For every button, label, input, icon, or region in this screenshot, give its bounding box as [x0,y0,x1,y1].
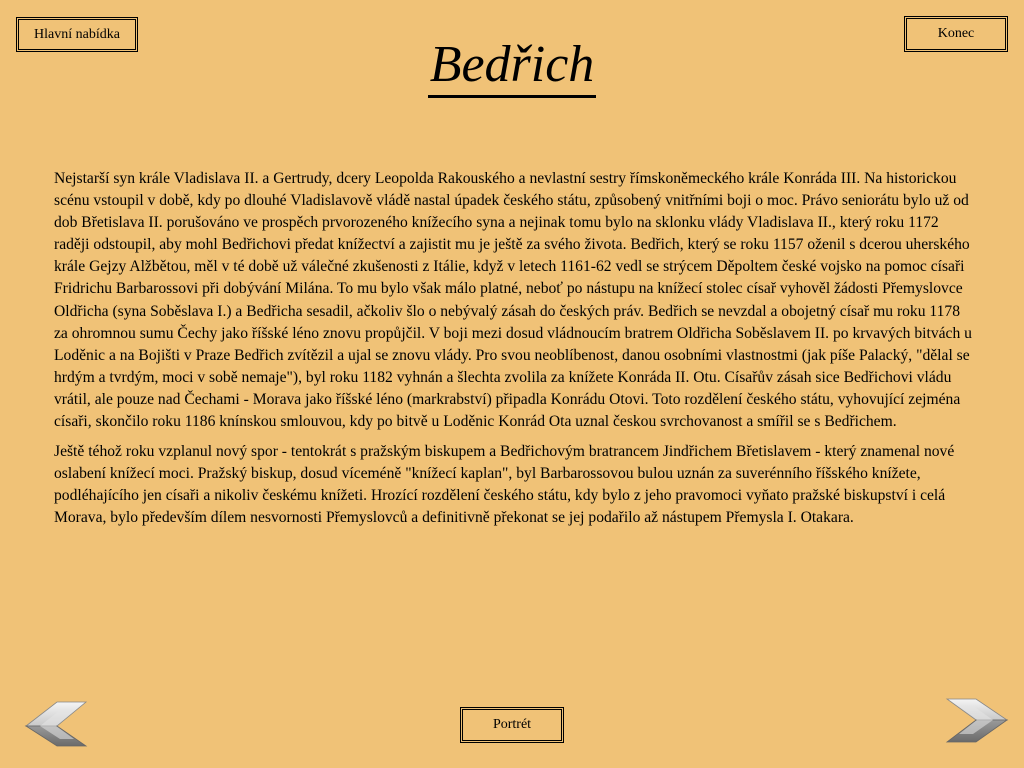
forward-arrow-icon[interactable] [945,696,1011,744]
page-title [0,34,1024,98]
end-button[interactable]: Konec [904,16,1008,52]
portrait-button[interactable]: Portrét [460,707,564,743]
page-title-text: Bedřich [428,37,597,98]
paragraph: Ještě téhož roku vzplanul nový spor - tentokrát s pražským biskupem a Bedřichovým bratrancem Jindřichem Břetislavem - který znamenal nové oslabení knížecí moci. Pražský biskup, dosud víceméně "knížecí kaplan", byl Barbarossovou bulou uznán za suverénního říšského knížete, podléhajícího jen císaři a nikoliv českému knížeti. Hrozící rozdělení českého státu, kdy bylo z jeho pravomoci vyňato pražské biskupství i celá Morava, bylo především dílem nesvornosti Přemyslovců a definitivně překonat se jej podařilo až nástupem Přemysla I. Otakara. [54,443,955,527]
paragraph: Nejstarší syn krále Vladislava II. a Gertrudy, dcery Leopolda Rakouského a nevlastní sestry římskoněmeckého krále Konráda III. Na historickou scénu vstoupil v době, kdy po dlouhé Vladislavově vládě nastal úpadek českého státu, způsobený vnitřními boji o moc. Právo seniorátu bylo už od dob Břetislava II. porušováno ve prospěch prvorozeného knížecího syna a nejinak tomu bylo na sklonku vlády Vladislava II., který roku 1172 raději odstoupil, aby mohl Bedřichovi předat knížectví a zajistit mu je ještě za svého života. Bedřich, který se roku 1157 oženil s dcerou uherského krále Gejzy Alžbětou, měl v té době už válečné zkušenosti z Itálie, když v letech 1161-62 vedl se strýcem Děpoltem české vojsko na pomoc císaři Fridrichu Barbarossovi při dobývání Milána. To mu bylo však málo platné, neboť po nástupu na knížecí stolec císař vyhověl žádosti Přemyslovce Oldřicha (syna Soběslava I.) a Bedřicha sesadil, ačkoliv šlo o nebývalý zásah do českých práv. Bedřich se nevzdal a obojetný císař mu roku 1178 za ohromnou sumu Čechy jako říšské léno znovu propůjčil. V boji mezi dosud vládnoucím bratrem Oldřicha Soběslavem II. po krvavých bitvách u Loděnic a na Bojišti v Praze Bedřich zvítězil a ujal se znovu vlády. Pro svou neoblíbenost, danou osobními vlastnostmi (jak píše Palacký, "dělal se hrdým a tvrdým, moci v sobě nemaje"), byl roku 1182 vyhnán a šlechta zvolila za knížete Konráda II. Otu. Císařův zásah sice Bedřichovi vládu vrátil, ale pouze nad Čechami - Morava jako říšské léno (markrabství) připadla Konrádu Otovi. Toto rozdělení českého státu, vyhovující zejména císaři, skončilo roku 1186 knínskou smlouvou, kdy po bitvě u Loděnic Konrád Ota uznal českou svrchovanost a smířil se s Bedřichem. [54,170,972,431]
main-menu-button[interactable]: Hlavní nabídka [16,17,138,52]
back-arrow-icon[interactable] [22,699,88,747]
article-body [54,168,974,538]
